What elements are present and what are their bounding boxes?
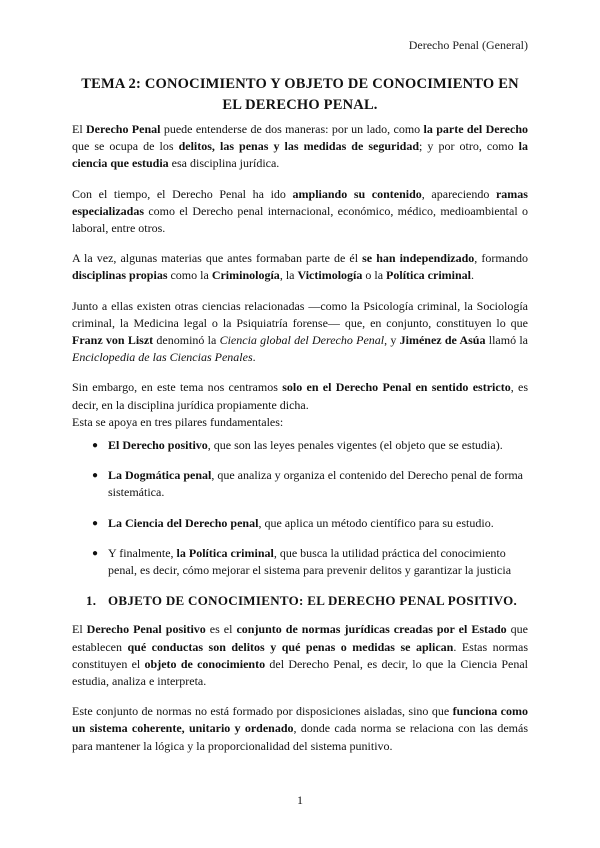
bold-text: Derecho Penal positivo [86,622,206,637]
text: Sin embargo, en este tema nos centramos [72,380,283,395]
bold-text: conjunto de normas jurídicas creadas por el Estado [236,622,507,637]
text: puede entenderse de dos maneras: por un lado, como [160,122,424,136]
bold-text: La Ciencia del Derecho penal [108,515,259,530]
text: esa disciplina jurídica. [168,156,280,171]
text: o la [362,268,387,283]
bold-text: la ciencia que estudia [72,139,528,171]
text: , apareciendo [421,186,496,201]
text: Junto a ellas existen otras ciencias relacionadas —como la Psicología criminal, la Sociología criminal, la Medicina legal o la Psiquiatría forense— que, en conjunto, constituyen lo que [72,298,528,330]
text: , la [279,268,298,283]
bold-text: funciona como un sistema coherente, unitario y ordenado [72,704,529,736]
paragraph-2 [72,186,528,238]
bold-text: La Dogmática penal [108,468,212,483]
bullet-icon: ● [92,517,99,529]
bold-text: Derecho Penal [86,122,161,136]
text: del Derecho Penal, es decir, lo que la Ciencia Penal estudia, analiza e interpreta. [72,656,528,689]
text: llamó la [485,333,528,348]
bold-text: la parte del Derecho [423,122,528,136]
paragraph-7 [72,621,528,690]
list-item [72,545,528,579]
bold-text: disciplinas propias [72,268,168,283]
text: . Estas normas constituyen el [72,639,529,671]
text: , formando [474,251,528,266]
text: . [252,350,256,365]
italic-text: Ciencia global del Derecho Penal [219,333,385,348]
paragraph-1 [72,121,528,173]
bold-text: la Política criminal [176,545,274,560]
list-item [72,467,528,501]
pillars-list [72,437,528,579]
paragraph-6: Esta se apoya en tres pilares fundamentales: [72,414,284,429]
section-heading [86,592,528,609]
list-item [72,437,528,454]
text: Este conjunto de normas no está formado por disposiciones aisladas, sino que [72,704,453,719]
bullet-icon: ● [92,470,99,482]
bullet-icon: ● [92,440,99,452]
text: , donde cada norma se relaciona con las demás para mantener la lógica y la proporcionalidad del sistema punitivo. [72,721,528,753]
bold-text: solo en el Derecho Penal en sentido estricto [282,380,511,395]
text: , es decir, en la disciplina jurídica propiamente dicha. [72,380,529,412]
text: , y [384,333,400,348]
text: denominó la [153,333,220,348]
section-number: 1. [86,593,97,609]
text: que establecen [72,622,528,654]
chapter-title: TEMA 2: CONOCIMIENTO Y OBJETO DE CONOCIMIENTO EN EL DERECHO PENAL. [81,76,519,113]
text: como la [167,268,212,283]
bold-text: ramas especializadas [72,186,528,218]
bold-text: El Derecho positivo [108,438,208,453]
text: , que aplica un método científico para su estudio. [258,515,494,530]
text: . [471,268,475,283]
text: es el [205,622,237,637]
bold-text: se han independizado [362,251,475,266]
body-content [72,121,528,768]
bullet-icon: ● [92,547,99,559]
text: , que son las leyes penales vigentes (el objeto que se estudia). [207,438,503,453]
running-header: Derecho Penal (General) [408,38,528,52]
bold-text: Jiménez de Asúa [399,333,486,348]
text: ; y por otro, como [419,139,519,154]
paragraph-5 [72,379,528,413]
bold-text: objeto de conocimiento [144,656,266,671]
bold-text: Política criminal [386,268,472,283]
bold-text: Franz von Liszt [72,333,154,348]
bold-text: delitos, las penas y las medidas de seguridad [178,139,420,154]
text: Con el tiempo, el Derecho Penal ha ido [72,186,293,201]
bold-text: Victimología [297,268,363,283]
text: que se ocupa de los [72,139,179,154]
paragraph-8 [72,703,528,755]
paragraph-4 [72,298,528,367]
section-title: OBJETO DE CONOCIMIENTO: EL DERECHO PENAL POSITIVO. [108,593,518,609]
text: , que analiza y organiza el contenido del Derecho penal de forma sistemática. [108,468,523,500]
text: como el Derecho penal internacional, económico, médico, medioambiental o laboral, entre otros. [72,203,528,236]
page-number: 1 [297,793,303,807]
text: Y finalmente, [108,545,177,560]
text: A la vez, algunas materias que antes formaban parte de él [72,251,363,266]
list-item [72,515,528,532]
paragraph-3 [72,250,528,284]
bold-text: Criminología [211,268,280,283]
text: El [72,622,87,637]
italic-text: Enciclopedia de las Ciencias Penales [72,350,253,365]
text: El [72,122,87,136]
bold-text: ampliando su contenido [292,186,422,201]
text: , que busca la utilidad práctica del conocimiento penal, es decir, cómo mejorar el sistema para prevenir delitos y garantizar la justicia [108,545,512,578]
bold-text: qué conductas son delitos y qué penas o medidas se aplican [127,639,454,654]
